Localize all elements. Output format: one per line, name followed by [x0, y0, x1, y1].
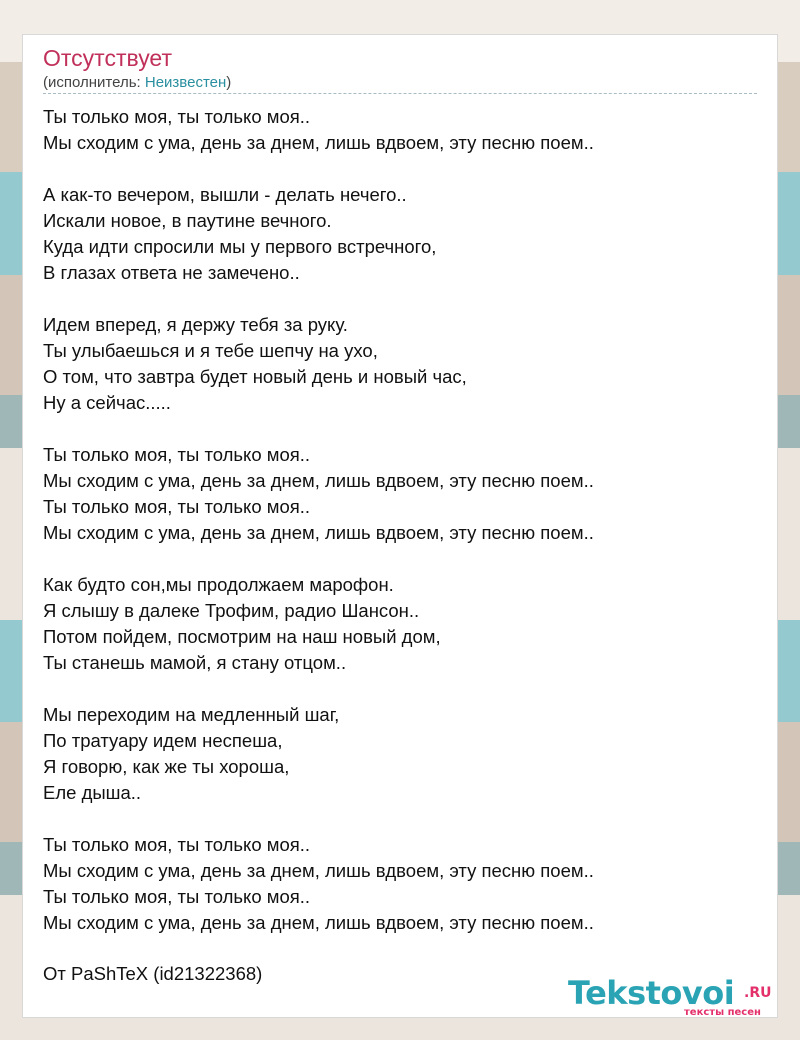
lyric-line: Ты только моя, ты только моя..	[43, 444, 311, 465]
lyric-line: Идем вперед, я держу тебя за руку.	[43, 314, 348, 335]
lyric-line: Мы сходим с ума, день за днем, лишь вдвоем, эту песню поем..	[43, 522, 594, 543]
lyric-line: В глазах ответа не замечено..	[43, 262, 300, 283]
author-credit: От PaShTeX (id21322368)	[43, 963, 263, 984]
lyric-line: Мы сходим с ума, день за днем, лишь вдвоем, эту песню поем..	[43, 132, 594, 153]
lyric-line: Ну а сейчас.....	[43, 392, 171, 413]
lyric-line: Как будто сон,мы продолжаем марофон.	[43, 574, 394, 595]
lyric-line: О том, что завтра будет новый день и новый час,	[43, 366, 467, 387]
lyric-line: Ты только моя, ты только моя..	[43, 834, 311, 855]
lyric-line: Ты только моя, ты только моя..	[43, 106, 311, 127]
site-logo[interactable]	[568, 975, 778, 1019]
lyric-line: Мы переходим на медленный шаг,	[43, 704, 340, 725]
lyrics-stanza	[43, 442, 753, 546]
logo-subtitle: тексты песен	[684, 1007, 761, 1018]
lyric-line: Потом пойдем, посмотрим на наш новый дом,	[43, 626, 441, 647]
lyric-line: Ты только моя, ты только моя..	[43, 886, 311, 907]
lyrics-body	[43, 104, 753, 962]
artist-suffix: )	[226, 74, 232, 91]
song-title: Отсутствует	[43, 45, 172, 71]
lyric-line: По тратуару идем неспеша,	[43, 730, 283, 751]
lyric-line: Куда идти спросили мы у первого встречного,	[43, 236, 437, 257]
logo-domain: .RU	[744, 985, 772, 1001]
lyric-line: Ты только моя, ты только моя..	[43, 496, 311, 517]
lyrics-card	[22, 34, 778, 1018]
lyrics-stanza	[43, 312, 753, 416]
lyric-line: Я слышу в далеке Трофим, радио Шансон..	[43, 600, 420, 621]
logo-wordmark: Tekstovoi	[568, 974, 735, 1012]
lyric-line: Мы сходим с ума, день за днем, лишь вдвоем, эту песню поем..	[43, 860, 594, 881]
artist-line	[43, 73, 231, 93]
lyric-line: Ты улыбаешься и я тебе шепчу на ухо,	[43, 340, 378, 361]
artist-prefix: (исполнитель:	[43, 74, 145, 91]
lyrics-stanza	[43, 104, 753, 156]
artist-link[interactable]: Неизвестен	[144, 74, 227, 91]
header-divider	[43, 93, 757, 94]
lyric-line: Мы сходим с ума, день за днем, лишь вдвоем, эту песню поем..	[43, 912, 594, 933]
lyric-line: А как-то вечером, вышли - делать нечего..	[43, 184, 407, 205]
lyric-line: Еле дыша..	[43, 782, 142, 803]
lyrics-stanza	[43, 832, 753, 936]
lyric-line: Я говорю, как же ты хороша,	[43, 756, 290, 777]
lyrics-stanza	[43, 702, 753, 806]
lyrics-stanza	[43, 572, 753, 676]
lyric-line: Мы сходим с ума, день за днем, лишь вдвоем, эту песню поем..	[43, 470, 594, 491]
lyric-line: Искали новое, в паутине вечного.	[43, 210, 332, 231]
lyrics-stanza	[43, 182, 753, 286]
lyric-line: Ты станешь мамой, я стану отцом..	[43, 652, 347, 673]
